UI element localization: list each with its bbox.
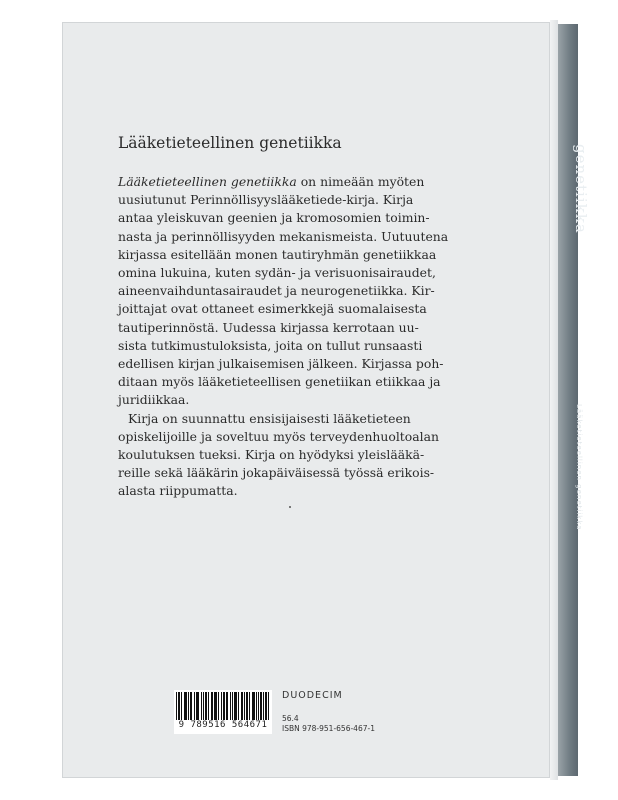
barcode-bar xyxy=(226,692,227,720)
barcode-bar xyxy=(206,692,207,720)
barcode-bar xyxy=(184,692,185,720)
barcode-bar xyxy=(247,692,248,720)
class-code: 56.4 xyxy=(282,714,299,723)
barcode-bar xyxy=(186,692,187,720)
blurb-line: aineenvaihduntasairaudet ja neurogenetiikka. Kir- xyxy=(118,283,435,299)
blurb-paragraph-2 xyxy=(118,410,498,501)
barcode-bar xyxy=(191,692,192,720)
blurb-line: Kirja on suunnattu ensisijaisesti lääketieteen xyxy=(128,410,411,426)
barcode-bar xyxy=(205,692,206,720)
barcode-bar xyxy=(246,692,247,720)
spine-band xyxy=(558,24,590,776)
barcode-bar xyxy=(232,692,233,720)
blurb-line: nasta ja perinnöllisyyden mekanismeista. Uutuutena xyxy=(118,228,449,244)
barcode-bar xyxy=(266,692,267,720)
barcode-bar xyxy=(238,692,239,720)
barcode-bar xyxy=(176,692,177,720)
spine-title: genetiikka xyxy=(572,144,590,234)
barcode-bar xyxy=(230,692,231,720)
isbn: ISBN 978-951-656-467-1 xyxy=(282,724,375,733)
blurb-line: edellisen kirjan julkaisemisen jälkeen. Kirjassa poh- xyxy=(118,356,444,372)
blurb-line: Lääketieteellinen genetiikka on nimeään myöten xyxy=(118,174,425,189)
blurb-line: juridiikkaa. xyxy=(118,392,190,408)
barcode-bar xyxy=(265,692,266,720)
blurb-paragraph-1 xyxy=(118,173,498,410)
blurb-line: reille sekä lääkärin jokapäiväisessä työssä erikois- xyxy=(118,465,435,481)
barcode-bar xyxy=(212,692,213,720)
barcode-bar xyxy=(263,692,264,720)
barcode-bar xyxy=(178,692,179,720)
barcode-bar xyxy=(197,692,198,720)
barcode-bar xyxy=(254,692,255,720)
barcode-bar xyxy=(224,692,225,720)
blurb-line: tautiperinnöstä. Uudessa kirjassa kerrotaan uu- xyxy=(118,319,419,335)
blurb-line: alasta riippumatta. xyxy=(118,483,238,499)
barcode-bar xyxy=(214,692,215,720)
barcode-bar xyxy=(203,692,204,720)
barcode-bar xyxy=(216,692,217,720)
barcode-bar xyxy=(268,692,269,720)
barcode-bar xyxy=(179,692,180,720)
barcode-bar xyxy=(215,692,216,720)
blurb-line: joittajat ovat ottaneet esimerkkejä suomalaisesta xyxy=(118,301,427,317)
book-title-italic: Lääketieteellinen genetiikka xyxy=(118,174,297,189)
barcode-bar xyxy=(256,692,257,720)
barcode-bar xyxy=(198,692,199,720)
barcode-number: 9 789516 564671 xyxy=(178,720,268,730)
barcode-bar xyxy=(234,692,235,720)
blurb-line: sista tutkimustuloksista, joita on tullut runsaasti xyxy=(118,337,423,353)
barcode-bar xyxy=(185,692,186,720)
barcode-bar xyxy=(253,692,254,720)
barcode-bar xyxy=(252,692,253,720)
book-heading: Lääketieteellinen genetiikka xyxy=(118,134,342,152)
barcode-bar xyxy=(260,692,261,720)
barcode-bar xyxy=(235,692,236,720)
blurb-line: opiskelijoille ja soveltuu myös terveydenhuoltoalan xyxy=(118,428,439,444)
barcode-bar xyxy=(236,692,237,720)
barcode xyxy=(174,690,272,734)
blurb-line: kirjassa esitellään monen tautiryhmän genetiikkaa xyxy=(118,246,437,262)
barcode-bar xyxy=(208,692,209,720)
book-spine xyxy=(550,20,590,780)
barcode-bar xyxy=(242,692,243,720)
blurb-line: antaa yleiskuvan geenien ja kromosomien toimin- xyxy=(118,210,430,226)
barcode-bar xyxy=(258,692,259,720)
barcode-bar xyxy=(190,692,191,720)
barcode-bar xyxy=(249,692,250,720)
blurb-line: ditaan myös lääketieteellisen genetiikan etiikkaa ja xyxy=(118,374,441,390)
barcode-bar xyxy=(244,692,245,720)
barcode-bar xyxy=(188,692,189,720)
barcode-bar xyxy=(223,692,224,720)
blurb-line: koulutuksen tueksi. Kirja on hyödyksi yleislääkä- xyxy=(118,447,425,463)
barcode-bar xyxy=(241,692,242,720)
barcode-bar xyxy=(227,692,228,720)
barcode-bar xyxy=(194,692,195,720)
barcode-bar xyxy=(221,692,222,720)
spine-subtitle: Lääketieteellinen genetiikka xyxy=(575,404,583,531)
blurb-line: omina lukuina, kuten sydän- ja verisuonisairaudet, xyxy=(118,265,436,281)
blurb xyxy=(118,173,498,501)
blurb-line: uusiutunut Perinnöllisyyslääketiede-kirja. Kirja xyxy=(118,192,414,208)
decorative-dot xyxy=(289,506,291,508)
publisher-name: DUODECIM xyxy=(282,690,343,701)
barcode-bar xyxy=(196,692,197,720)
page-edge xyxy=(550,20,558,780)
barcode-bar xyxy=(211,692,212,720)
barcode-bar xyxy=(201,692,202,720)
barcode-bar xyxy=(181,692,182,720)
barcode-bars xyxy=(176,692,270,720)
barcode-bar xyxy=(218,692,219,720)
barcode-bar xyxy=(261,692,262,720)
